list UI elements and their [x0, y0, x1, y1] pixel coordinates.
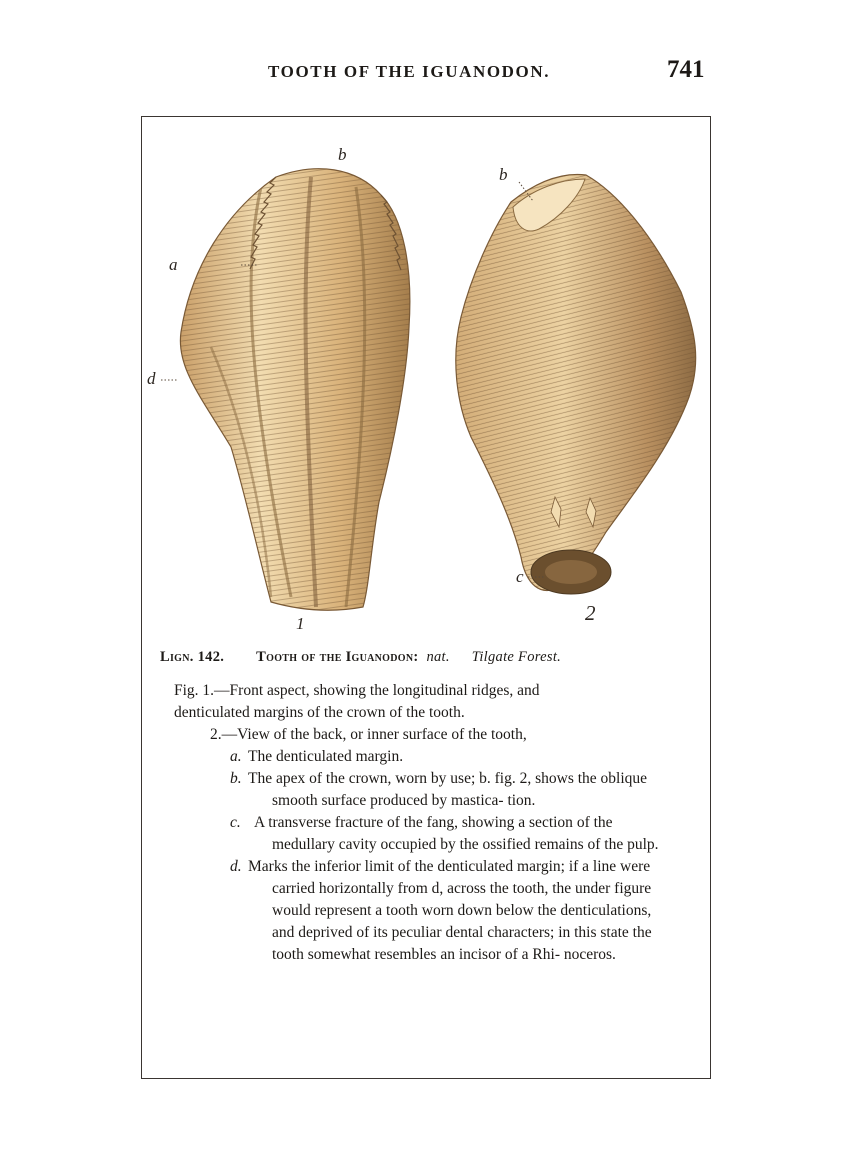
- fig1-line-1: Fig. 1.—Front aspect, showing the longitudinal ridges, and: [174, 682, 540, 699]
- figure-label-b-left: b: [338, 145, 347, 164]
- running-head: TOOTH OF THE IGUANODON.: [268, 62, 551, 81]
- fig2-line: 2.—View of the back, or inner surface of the tooth,: [210, 726, 527, 743]
- figure-label-d: d: [147, 369, 156, 388]
- item-b-line-2: the oblique smooth surface produced by mastica-: [272, 770, 648, 809]
- figure-label-c: c: [516, 567, 524, 586]
- item-b-line-1: The apex of the crown, worn by use; b. fig. 2, shows: [248, 770, 574, 787]
- fig2-entry: [210, 724, 669, 746]
- item-a-letter: a.: [230, 748, 242, 765]
- item-d-line-4: worn down below the denticulations, and deprived: [272, 902, 652, 941]
- figure-plate: [141, 117, 711, 637]
- item-a: [174, 746, 669, 768]
- caption-title: Tooth of the Iguanodon:: [256, 649, 419, 665]
- item-d: [174, 856, 669, 966]
- item-d-line-1: Marks the inferior limit of the denticulated margin;: [248, 858, 565, 875]
- item-d-line-3: the tooth, the under figure would represent a tooth: [272, 880, 652, 919]
- figure-label-1: 1: [296, 614, 305, 633]
- plate-caption: [160, 649, 670, 666]
- item-c-line-3: remains of the pulp.: [534, 836, 659, 853]
- figure-description: [174, 680, 669, 966]
- caption-scale: nat.: [426, 649, 450, 665]
- fig1-line-2: denticulated margins of the crown of the tooth.: [174, 704, 465, 721]
- tooth-illustration: [141, 117, 711, 637]
- item-a-text: The denticulated margin.: [248, 748, 404, 765]
- item-d-line-7: noceros.: [563, 946, 616, 963]
- item-b-letter: b.: [230, 770, 242, 787]
- fig1-entry: [174, 680, 669, 724]
- figure-label-b-right: b: [499, 165, 508, 184]
- item-c-letter: c.: [230, 814, 241, 831]
- caption-locality: Tilgate Forest.: [471, 649, 562, 665]
- item-d-line-6: tooth somewhat resembles an incisor of a Rhi-: [272, 946, 560, 963]
- item-b: [174, 768, 669, 812]
- item-c-line-1: A transverse fracture of the fang, showing a section: [254, 814, 573, 831]
- page-number: 741: [667, 56, 705, 83]
- item-d-letter: d.: [230, 858, 242, 875]
- item-c: [174, 812, 669, 856]
- plate-id: Lign. 142.: [160, 649, 225, 665]
- figure-number-2: 2: [585, 601, 596, 625]
- item-b-line-3: tion.: [507, 792, 536, 809]
- item-d-line-2: if a line were carried horizontally from d, across: [272, 858, 651, 897]
- figure-label-a: a: [169, 255, 178, 274]
- item-c-line-2: of the medullary cavity occupied by the ossified: [272, 814, 613, 853]
- item-d-line-5: of its peculiar dental characters; in this state the: [356, 924, 652, 941]
